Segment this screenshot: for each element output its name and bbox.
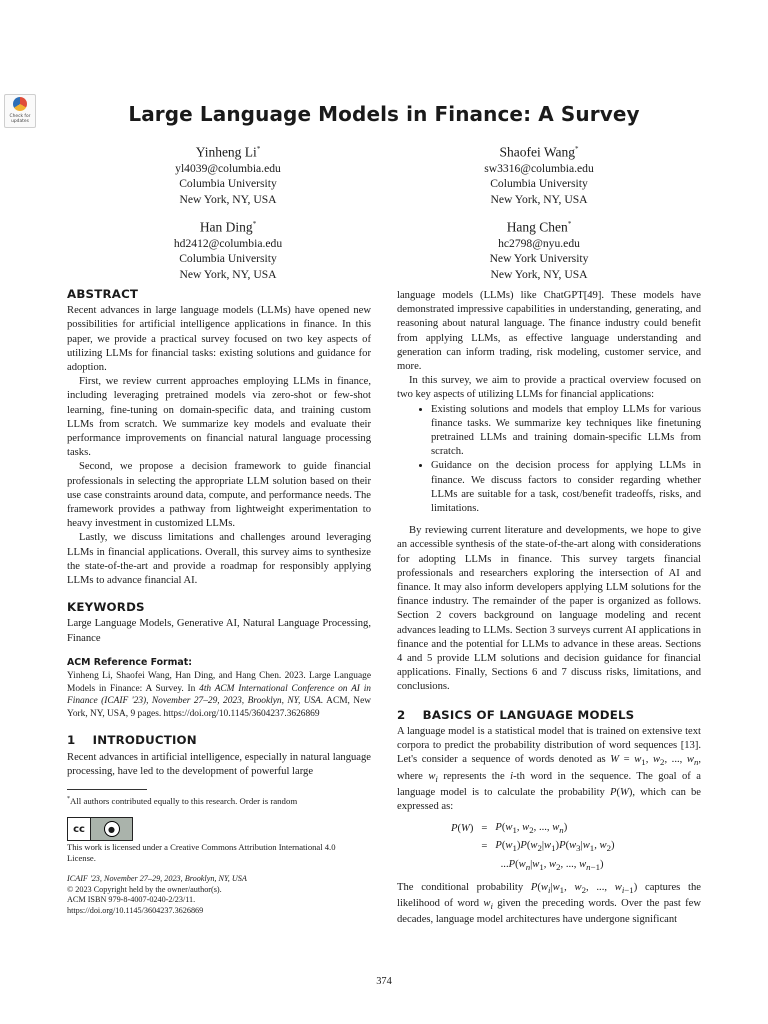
acm-reference-authors: Yinheng Li, Shaofei Wang, Han Ding, and Hang Chen. 2023. Large Language Models in Finance: A Survey. In (67, 671, 371, 694)
list-item: • Existing solutions and models that employ LLMs for various finance tasks. We summarize key techniques like finetuning pretrained LLMs and training domain-specific LLMs from scratch. (431, 403, 701, 460)
acm-reference-heading: ACM Reference Format: (67, 656, 192, 668)
abstract-paragraph: Recent advances in large language models (LLMs) have opened new possibilities for artificial intelligence applications in finance. In this paper, we provide a practical survey focused on two key aspects of utilizing LLMs for financial tasks: existing solutions and guidance for adoption. (67, 305, 371, 374)
left-column (67, 287, 371, 779)
section-number: 2 (397, 707, 406, 722)
abstract-paragraph: Lastly, we discuss limitations and challenges around leveraging LLMs in financial applications. Overall, this survey aims to synthesize the state-of-the-art and provide a roadmap for responsibly applying LLMs to advance financial AI. (67, 532, 371, 587)
author-name: Shaofei Wang (499, 144, 576, 160)
bullet-list (397, 403, 701, 517)
section-title: BASICS OF LANGUAGE MODELS (422, 707, 635, 722)
keywords-heading: KEYWORDS (67, 600, 145, 615)
author-mark: * (256, 145, 261, 153)
author-email: hd2412@columbia.edu (173, 236, 283, 250)
footnote-rule (67, 789, 147, 790)
probability-equation: P(W) = $P(w_1$, $w_2$, ..., $w_n$) = $P(w_1)P(w_2|w_1)P(w_3|w_1$, $w_2$) $...P(w_n|w_1$, $w_2$, ..., $w_{n-1}$) (451, 822, 615, 872)
list-item: • Guidance on the decision process for applying LLMs in finance. We discuss factors to consider regarding whether LLMs are suitable for a task, cost/benefit tradeoffs, risks, and limitations. (431, 459, 701, 516)
author-mark: * (252, 220, 257, 228)
author-affiliation: New York University (489, 252, 589, 266)
section-number: 1 (67, 733, 76, 748)
introduction-paragraph: In this survey, we aim to provide a practical overview focused on two key aspects of utilizing LLMs for financial applications: (397, 375, 701, 401)
keywords-text: Large Language Models, Generative AI, Natural Language Processing, Finance (67, 618, 371, 644)
footnote (67, 793, 371, 808)
copyright-line: © 2023 Copyright held by the owner/author(s). (67, 884, 222, 894)
introduction-heading (67, 733, 371, 747)
acm-reference-rest: ACM, New York, NY, USA, 9 pages. https://doi.org/10.1145/3604237.3626869 (67, 696, 371, 719)
introduction-paragraph: Recent advances in artificial intelligence, especially in natural language processing, have led to the development of powerful large (67, 751, 371, 777)
author-block (108, 141, 348, 207)
author-name: Yinheng Li (195, 144, 257, 160)
conference-line: ICAIF '23, November 27–29, 2023, Brooklyn, NY, USA (67, 874, 247, 883)
isbn-line: ACM ISBN 979-8-4007-0240-2/23/11. (67, 895, 196, 905)
section-title: INTRODUCTION (92, 733, 197, 748)
introduction-paragraph: language models (LLMs) like ChatGPT[49]. These models have demonstrated impressive capabilities in understanding, generating, and reasoning about natural language. The finance industry could benefit from applying LLMs, as effective language understanding and generation can inform trading, risk modeling, customer service, and more. (397, 290, 701, 373)
author-mark: * (575, 145, 579, 153)
abstract-heading: ABSTRACT (67, 287, 139, 301)
license-text: This work is licensed under a Creative Commons Attribution International 4.0 License. (67, 842, 336, 863)
author-block (108, 216, 348, 282)
creative-commons-logo[interactable] (67, 817, 133, 841)
check-for-updates-label: Check for updates (9, 114, 31, 124)
author-email: yl4039@columbia.edu (175, 161, 281, 175)
page-number: 374 (376, 976, 392, 987)
right-column (397, 289, 701, 927)
author-email: hc2798@nyu.edu (498, 236, 580, 250)
doi-line: https://doi.org/10.1145/3604237.3626869 (67, 905, 204, 915)
basics-paragraph: The conditional probability $P(w_i|w_1$, $w_2$, ..., $w_{i-1}$) captures the likelihood of word $w_i$ given the preceding words. Over the past few decades, language model architectures have undergone significant (397, 881, 701, 926)
abstract-paragraph: First, we review current approaches employing LLMs in finance, including leveraging pretrained models via zero-shot or few-shot learning, fine-tuning on domain-specific data, and training custom LLMs from scratch. We summarize key models and evaluate their performance improvements on financial natural language processing tasks. (67, 376, 371, 459)
author-location: New York, NY, USA (179, 267, 277, 281)
author-mark: * (567, 220, 572, 228)
author-location: New York, NY, USA (490, 267, 588, 281)
author-location: New York, NY, USA (179, 192, 277, 206)
cc-icon: cc (68, 818, 91, 840)
basics-heading (397, 708, 701, 722)
author-location: New York, NY, USA (490, 192, 588, 206)
author-block (419, 216, 659, 282)
footnote-text: All authors contributed equally to this research. Order is random (70, 795, 298, 806)
author-name: Hang Chen (506, 219, 568, 235)
author-affiliation: Columbia University (490, 177, 588, 191)
author-block (419, 141, 659, 207)
author-affiliation: Columbia University (179, 177, 277, 191)
acm-reference-venue: 4th ACM International Conference on AI in Finance (ICAIF '23), November 27–29, 2023, Brooklyn, NY, USA. (67, 683, 371, 707)
conference-info (67, 874, 367, 916)
author-affiliation: Columbia University (179, 252, 277, 266)
author-name: Han Ding (199, 219, 253, 235)
attribution-icon: ● (104, 821, 120, 837)
footnote-mark: * (67, 796, 70, 802)
introduction-paragraph: By reviewing current literature and developments, we hope to give an accessible synthesis of the state-of-the-art along with considerations for adopting LLMs in finance. This survey targets financial professionals and researchers exploring the intersection of AI and finance. It may also inform developers applying LLM solutions for the finance industry. The remainder of the paper is organized as follows. Section 2 covers background on language modeling and recent advances leading to LLMs. Section 3 surveys current AI applications in finance and the potential for LLMs to advance in these areas. Sections 4 and 5 provide LLM solutions and decision guidance for financial applications. Finally, Sections 6 and 7 discuss risks, limitations, and conclusions. (397, 525, 701, 693)
acm-reference-text (67, 670, 371, 720)
paper-title: Large Language Models in Finance: A Survey (128, 102, 640, 126)
author-email: sw3316@columbia.edu (484, 161, 594, 175)
basics-paragraph: A language model is a statistical model that is trained on extensive text corpora to predict the probability distribution of word sequences [13]. Let's consider a sequence of words denoted as $W = w_1$, $w_2$, ..., $w_n$, where $w_i$ represents the i-th word in the sequence. The goal of a language model is to calculate the probability P(W), which can be expressed as: (397, 725, 702, 813)
abstract-paragraph: Second, we propose a decision framework to guide financial professionals in selecting the appropriate LLM solution based on their use case constraints around data, compute, and performance needs. The framework provides a pathway from lightweight experimentation to heavy investment in customized LLMs. (67, 461, 371, 530)
